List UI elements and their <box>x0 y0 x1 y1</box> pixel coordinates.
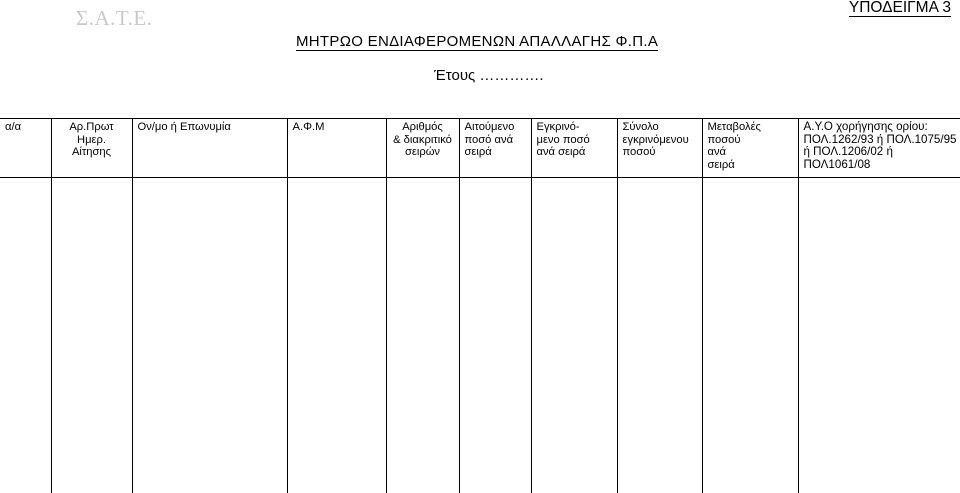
table-cell[interactable] <box>798 178 960 493</box>
header-line: Μεταβολές <box>707 121 761 133</box>
document-title: ΜΗΤΡΩΟ ΕΝΔΙΑΦΕΡΟΜΕΝΩΝ ΑΠΑΛΛΑΓΗΣ Φ.Π.Α <box>296 33 659 50</box>
header-line: Αιτούμενο <box>464 121 515 133</box>
header-line: σειρά <box>464 146 492 159</box>
header-line: ποσού <box>622 146 656 159</box>
sample-label-text: ΥΠΟΔΕΙΓΜΑ 3 <box>848 0 951 16</box>
column-header-name <box>132 119 287 178</box>
header-line: ανά σειρά <box>536 146 586 159</box>
column-header-aa <box>0 119 51 178</box>
column-header-requested-amount <box>459 119 531 178</box>
header-line: Ημερ. <box>77 133 106 146</box>
column-header-approved-amount <box>531 119 617 178</box>
year-label: Έτους …………. <box>434 67 544 84</box>
header-line: ΠΟΛ.1262/93 ή ΠΟΛ.1075/95 <box>803 132 957 146</box>
table-cell[interactable] <box>617 178 702 493</box>
header-line: & διακριτικό <box>393 133 452 146</box>
register-table <box>0 118 960 493</box>
column-header-total-approved <box>617 119 702 178</box>
column-header-decision <box>798 119 960 178</box>
header-line: Ον/μο ή Επωνυμία <box>137 121 231 133</box>
header-line: σειρών <box>404 146 441 159</box>
table-cell[interactable] <box>287 178 386 493</box>
table-cell[interactable] <box>386 178 459 493</box>
column-header-amount-changes <box>702 119 798 178</box>
header-line: Α.Φ.Μ <box>292 121 325 133</box>
header-line: Α.Υ.Ο χορήγησης ορίου: <box>803 120 928 133</box>
header-line: μενο ποσό <box>536 133 590 146</box>
table-cell[interactable] <box>132 178 287 493</box>
header-line: ΠΟΛ1061/08 <box>803 157 871 171</box>
header-line: ανά <box>707 146 727 159</box>
table-cell[interactable] <box>459 178 531 493</box>
header-line: Σύνολο <box>622 121 659 133</box>
table-header-row <box>0 119 960 178</box>
table-cell[interactable] <box>531 178 617 493</box>
header-line: Αίτησης <box>71 146 112 159</box>
header-line: ή ΠΟΛ.1206/02 ή <box>803 145 893 159</box>
organization-name: Σ.Α.Τ.Ε. <box>76 6 153 30</box>
header-line: σειρά <box>707 158 735 171</box>
header-line: α/α <box>5 121 22 133</box>
header-line: Εγκρινό- <box>536 121 580 133</box>
header-line: Αρ.Πρωτ <box>69 121 114 133</box>
header-line: Αριθμός <box>402 121 443 133</box>
column-header-afm <box>287 119 386 178</box>
sample-label <box>849 0 951 17</box>
table-cell[interactable] <box>702 178 798 493</box>
table-cell[interactable] <box>51 178 132 493</box>
header-line: εγκρινόμενου <box>622 133 689 146</box>
header-line: ποσού <box>707 133 741 146</box>
table-body-row <box>0 178 960 493</box>
header-line: ποσό ανά <box>464 133 514 146</box>
column-header-series-number <box>386 119 459 178</box>
column-header-protocol-date <box>51 119 132 178</box>
table-cell[interactable] <box>0 178 51 493</box>
